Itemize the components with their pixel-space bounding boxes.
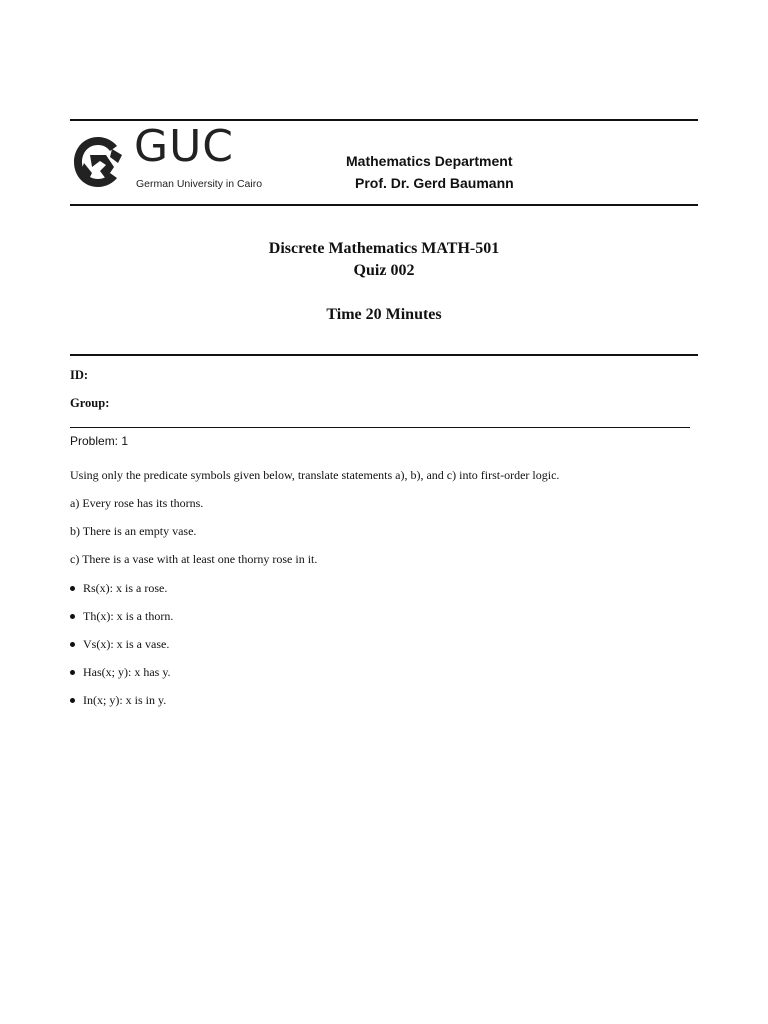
- bullet-icon: [70, 642, 75, 647]
- problem-intro: Using only the predicate symbols given below, translate statements a), b), and c) into first-order logic.: [70, 468, 560, 482]
- guc-emblem-icon: [70, 133, 126, 191]
- logo-wordmark: GUC: [134, 121, 235, 172]
- predicate-text: Has(x; y): x has y.: [83, 665, 171, 679]
- statement-c: c) There is a vase with at least one thorny rose in it.: [70, 552, 318, 566]
- bullet-icon: [70, 614, 75, 619]
- id-label: ID:: [70, 368, 89, 382]
- predicate-item: [70, 664, 173, 692]
- predicate-item: [70, 608, 173, 636]
- group-label: Group:: [70, 396, 110, 410]
- statement-b: b) There is an empty vase.: [70, 524, 197, 538]
- problem-separator-rule: [70, 427, 690, 428]
- course-title: Discrete Mathematics MATH-501: [268, 240, 500, 257]
- predicate-item: [70, 580, 173, 608]
- department-name: Mathematics Department: [346, 153, 513, 169]
- department-block: [346, 150, 514, 194]
- statement-a: a) Every rose has its thorns.: [70, 496, 204, 510]
- predicate-item: [70, 636, 173, 664]
- bullet-icon: [70, 698, 75, 703]
- predicate-item: [70, 692, 173, 720]
- guc-logo: [70, 121, 263, 193]
- quiz-title-block: [0, 238, 768, 326]
- professor-name: Prof. Dr. Gerd Baumann: [355, 175, 514, 191]
- title-bottom-rule: [70, 354, 698, 356]
- problem-heading: Problem: 1: [70, 434, 129, 448]
- header-bottom-rule: [70, 204, 698, 206]
- quiz-number: Quiz 002: [353, 262, 415, 279]
- bullet-icon: [70, 670, 75, 675]
- bullet-icon: [70, 586, 75, 591]
- predicate-text: Rs(x): x is a rose.: [83, 581, 168, 595]
- predicate-text: Th(x): x is a thorn.: [83, 609, 174, 623]
- predicate-text: In(x; y): x is in y.: [83, 693, 167, 707]
- predicate-list: [70, 580, 173, 720]
- time-limit: Time 20 Minutes: [326, 306, 442, 323]
- logo-subtitle: German University in Cairo: [136, 178, 263, 190]
- predicate-text: Vs(x): x is a vase.: [83, 637, 170, 651]
